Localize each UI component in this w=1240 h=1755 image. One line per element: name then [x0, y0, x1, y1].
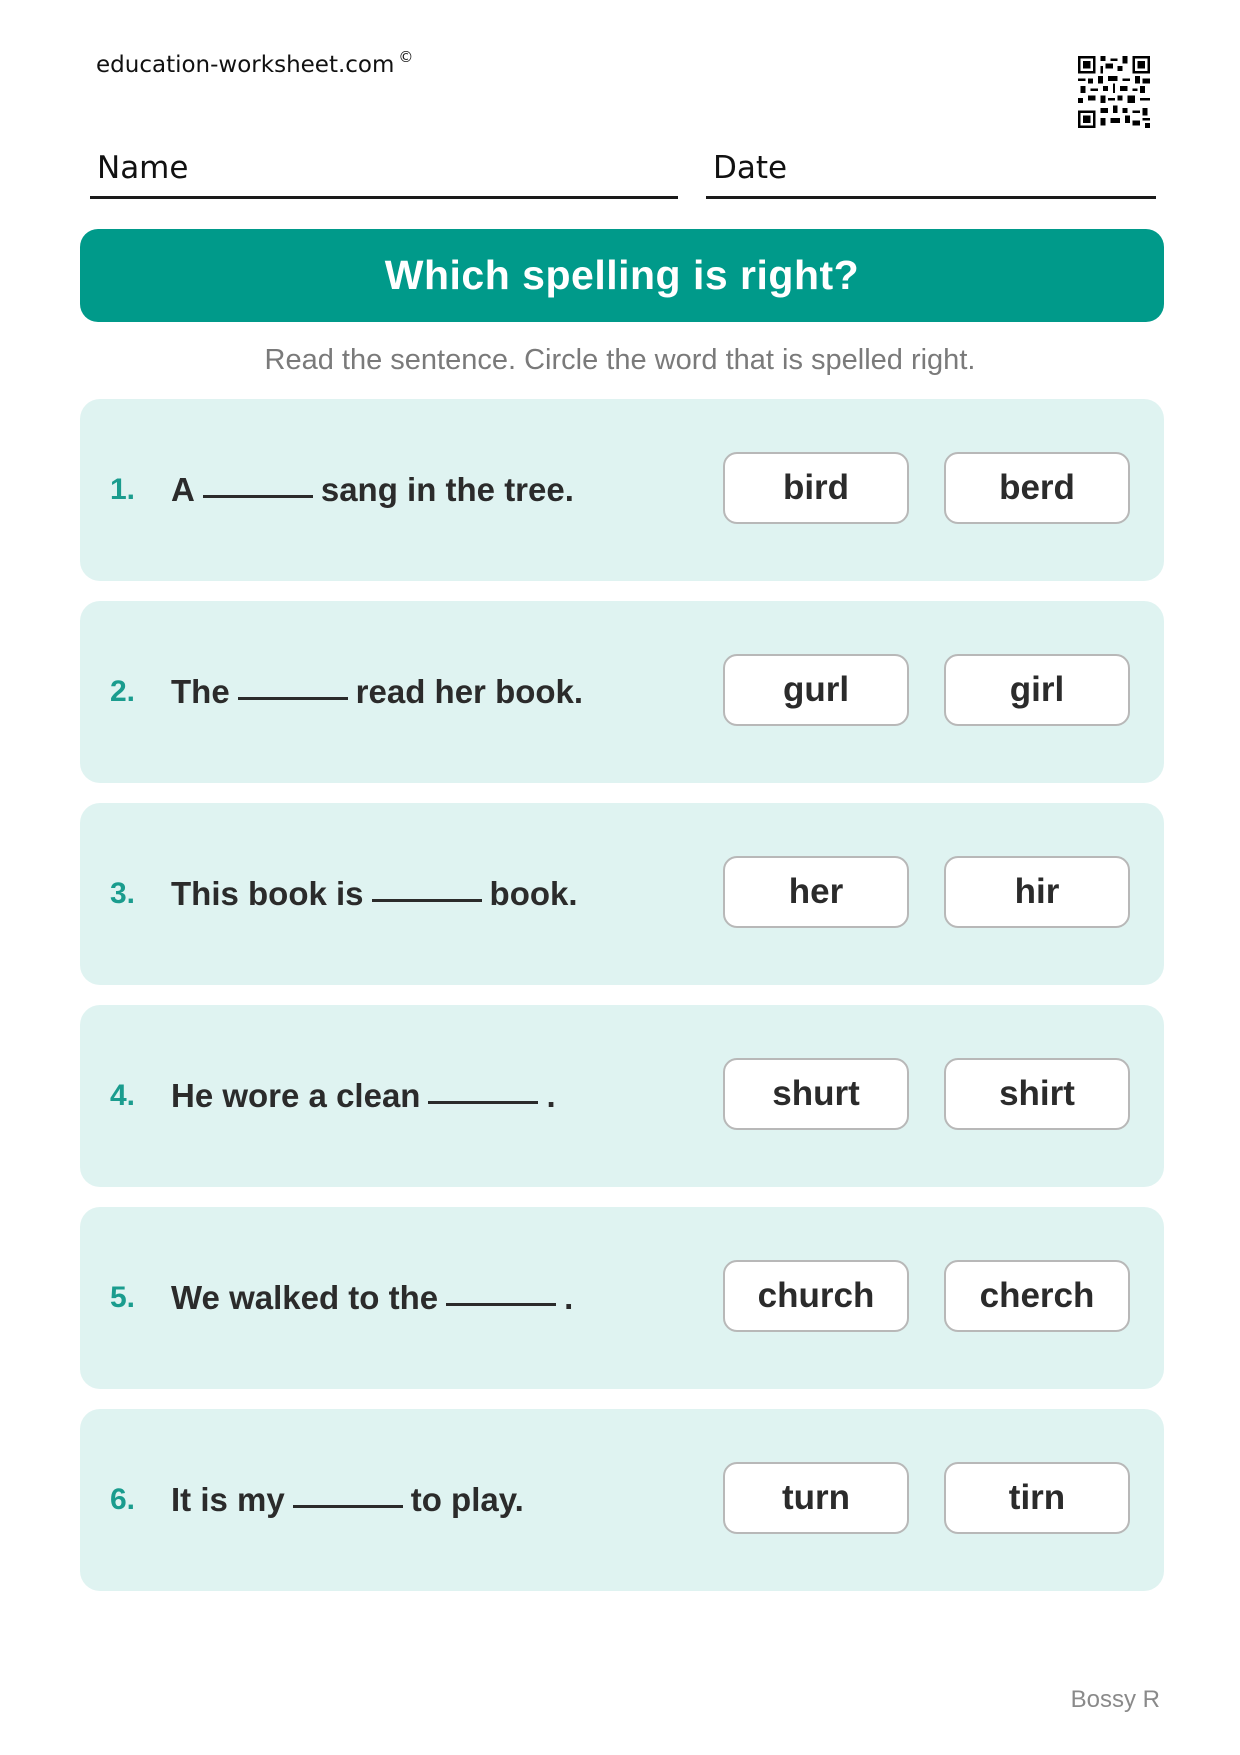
sentence-start: We walked to the: [171, 1279, 439, 1316]
word-option[interactable]: shirt: [944, 1058, 1130, 1130]
answer-blank: [372, 899, 482, 902]
question-number: 4.: [110, 1079, 136, 1112]
qr-code-icon: [1078, 56, 1150, 128]
word-option[interactable]: hir: [944, 856, 1130, 928]
name-field[interactable]: [90, 140, 678, 199]
question-list: [80, 399, 1164, 1611]
site-name: education-worksheet.com: [96, 52, 395, 78]
question-card: [80, 1207, 1164, 1389]
word-option[interactable]: turn: [723, 1462, 909, 1534]
sentence-end: to play.: [410, 1481, 524, 1518]
page-title: Which spelling is right?: [384, 252, 860, 298]
sentence-end: book.: [489, 875, 578, 912]
sentence-end: sang in the tree.: [320, 471, 574, 508]
question-sentence: [171, 601, 583, 783]
title-banner: [80, 229, 1164, 322]
copyright-symbol: ©: [398, 48, 414, 66]
answer-blank: [446, 1303, 556, 1306]
word-option[interactable]: cherch: [944, 1260, 1130, 1332]
word-option[interactable]: church: [723, 1260, 909, 1332]
question-card: [80, 601, 1164, 783]
instructions: Read the sentence. Circle the word that is spelled right.: [264, 344, 976, 376]
question-number: 3.: [110, 877, 136, 910]
word-option[interactable]: her: [723, 856, 909, 928]
word-option[interactable]: berd: [944, 452, 1130, 524]
answer-blank: [428, 1101, 538, 1104]
answer-blank: [203, 495, 313, 498]
sentence-start: He wore a clean: [171, 1077, 421, 1114]
date-label: Date: [713, 150, 788, 186]
sentence-end: .: [564, 1279, 574, 1316]
name-label: Name: [97, 150, 189, 186]
answer-blank: [293, 1505, 403, 1508]
word-option[interactable]: shurt: [723, 1058, 909, 1130]
question-number: 1.: [110, 473, 136, 506]
question-sentence: [171, 1409, 524, 1591]
date-field[interactable]: [706, 140, 1156, 199]
sentence-start: The: [171, 673, 230, 710]
question-sentence: [171, 1207, 573, 1389]
question-card: [80, 1005, 1164, 1187]
word-option[interactable]: gurl: [723, 654, 909, 726]
sentence-start: This book is: [171, 875, 364, 912]
question-sentence: [171, 1005, 556, 1187]
question-card: [80, 803, 1164, 985]
sentence-start: It is my: [171, 1481, 285, 1518]
word-option[interactable]: tirn: [944, 1462, 1130, 1534]
question-number: 5.: [110, 1281, 136, 1314]
footer-topic: Bossy R: [1070, 1686, 1160, 1713]
word-option[interactable]: girl: [944, 654, 1130, 726]
question-sentence: [171, 803, 578, 985]
sentence-end: read her book.: [355, 673, 584, 710]
question-sentence: [171, 399, 574, 581]
question-number: 6.: [110, 1483, 136, 1516]
answer-blank: [238, 697, 348, 700]
sentence-end: .: [546, 1077, 556, 1114]
question-card: [80, 1409, 1164, 1591]
question-card: [80, 399, 1164, 581]
sentence-start: A: [171, 471, 195, 508]
word-option[interactable]: bird: [723, 452, 909, 524]
question-number: 2.: [110, 675, 136, 708]
site-url: [96, 48, 413, 78]
